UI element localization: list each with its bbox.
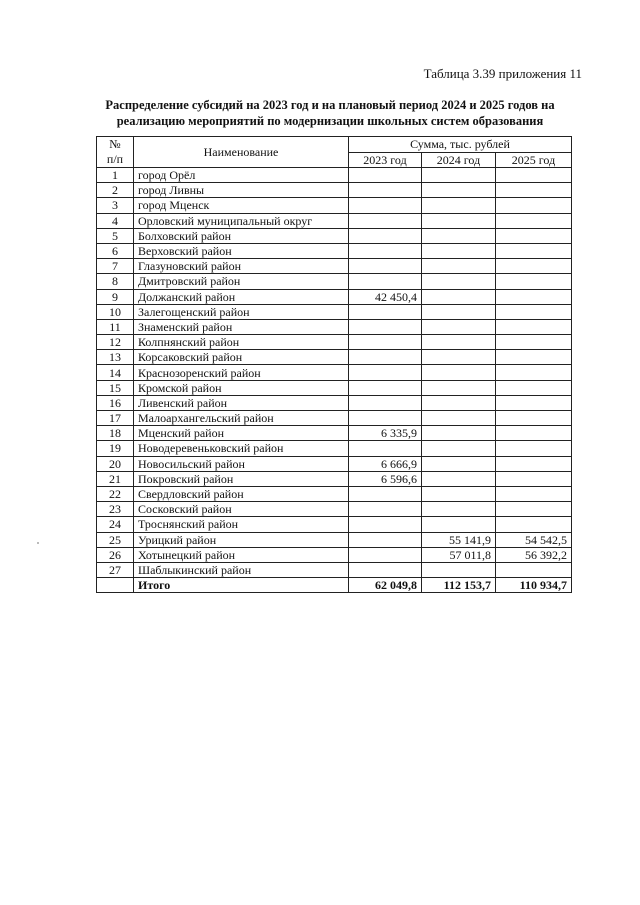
row-value-2023: 6 596,6 bbox=[349, 471, 422, 486]
total-2025: 110 934,7 bbox=[496, 578, 572, 593]
row-value-2025 bbox=[496, 456, 572, 471]
row-value-2025 bbox=[496, 319, 572, 334]
subsidy-table bbox=[96, 136, 572, 593]
row-number: 24 bbox=[97, 517, 134, 532]
row-value-2024 bbox=[422, 335, 496, 350]
row-value-2024 bbox=[422, 350, 496, 365]
row-number: 3 bbox=[97, 198, 134, 213]
row-value-2025 bbox=[496, 213, 572, 228]
row-number: 22 bbox=[97, 486, 134, 501]
row-value-2023: 6 335,9 bbox=[349, 426, 422, 441]
total-2023: 62 049,8 bbox=[349, 578, 422, 593]
row-value-2024 bbox=[422, 168, 496, 183]
row-number: 20 bbox=[97, 456, 134, 471]
table-row bbox=[97, 562, 572, 577]
header-sum: Сумма, тыс. рублей bbox=[349, 137, 572, 153]
row-value-2024 bbox=[422, 319, 496, 334]
row-value-2025 bbox=[496, 304, 572, 319]
table-row bbox=[97, 168, 572, 183]
row-value-2023 bbox=[349, 228, 422, 243]
row-value-2024 bbox=[422, 411, 496, 426]
row-number: 18 bbox=[97, 426, 134, 441]
row-value-2025 bbox=[496, 335, 572, 350]
row-number: 17 bbox=[97, 411, 134, 426]
row-number: 25 bbox=[97, 532, 134, 547]
table-row bbox=[97, 319, 572, 334]
row-value-2025 bbox=[496, 168, 572, 183]
row-value-2024 bbox=[422, 426, 496, 441]
table-row bbox=[97, 198, 572, 213]
row-number: 26 bbox=[97, 547, 134, 562]
table-row bbox=[97, 426, 572, 441]
table-row bbox=[97, 547, 572, 562]
row-number: 7 bbox=[97, 259, 134, 274]
table-row bbox=[97, 243, 572, 258]
row-value-2023 bbox=[349, 486, 422, 501]
row-value-2025 bbox=[496, 395, 572, 410]
row-value-2023 bbox=[349, 350, 422, 365]
row-number: 4 bbox=[97, 213, 134, 228]
row-number: 6 bbox=[97, 243, 134, 258]
row-name: Залегощенский район bbox=[134, 304, 349, 319]
table-row bbox=[97, 471, 572, 486]
row-value-2025 bbox=[496, 259, 572, 274]
table-row bbox=[97, 532, 572, 547]
row-number: 11 bbox=[97, 319, 134, 334]
table-row bbox=[97, 274, 572, 289]
row-value-2025 bbox=[496, 502, 572, 517]
title-line-2: реализацию мероприятий по модернизации школьных систем образования bbox=[116, 114, 544, 128]
row-value-2023 bbox=[349, 547, 422, 562]
row-value-2023 bbox=[349, 502, 422, 517]
row-value-2023 bbox=[349, 198, 422, 213]
row-number: 5 bbox=[97, 228, 134, 243]
row-value-2024 bbox=[422, 228, 496, 243]
row-value-2023 bbox=[349, 380, 422, 395]
row-value-2023 bbox=[349, 183, 422, 198]
row-number: 23 bbox=[97, 502, 134, 517]
document-title bbox=[88, 97, 572, 129]
row-value-2025: 56 392,2 bbox=[496, 547, 572, 562]
row-value-2025 bbox=[496, 441, 572, 456]
row-number: 9 bbox=[97, 289, 134, 304]
row-value-2023 bbox=[349, 243, 422, 258]
row-value-2023 bbox=[349, 532, 422, 547]
row-number: 14 bbox=[97, 365, 134, 380]
row-value-2023 bbox=[349, 365, 422, 380]
row-name: Болховский район bbox=[134, 228, 349, 243]
row-value-2024 bbox=[422, 471, 496, 486]
table-row bbox=[97, 228, 572, 243]
row-value-2023 bbox=[349, 411, 422, 426]
row-name: Корсаковский район bbox=[134, 350, 349, 365]
table-row bbox=[97, 486, 572, 501]
row-name: Малоархангельский район bbox=[134, 411, 349, 426]
row-number: 12 bbox=[97, 335, 134, 350]
header-number: № п/п bbox=[97, 137, 134, 168]
scan-speck bbox=[37, 542, 39, 544]
row-name: город Ливны bbox=[134, 183, 349, 198]
row-value-2024 bbox=[422, 304, 496, 319]
row-value-2025 bbox=[496, 289, 572, 304]
table-row bbox=[97, 411, 572, 426]
table-row bbox=[97, 183, 572, 198]
row-name: Орловский муниципальный округ bbox=[134, 213, 349, 228]
row-number: 10 bbox=[97, 304, 134, 319]
row-number: 27 bbox=[97, 562, 134, 577]
row-value-2024: 55 141,9 bbox=[422, 532, 496, 547]
table-row bbox=[97, 289, 572, 304]
row-value-2024 bbox=[422, 274, 496, 289]
row-name: Мценский район bbox=[134, 426, 349, 441]
table-body bbox=[97, 168, 572, 593]
row-number: 13 bbox=[97, 350, 134, 365]
row-value-2024 bbox=[422, 243, 496, 258]
row-value-2023 bbox=[349, 517, 422, 532]
row-value-2024 bbox=[422, 441, 496, 456]
row-value-2025 bbox=[496, 562, 572, 577]
row-value-2023 bbox=[349, 259, 422, 274]
row-value-2023: 42 450,4 bbox=[349, 289, 422, 304]
row-value-2024 bbox=[422, 259, 496, 274]
table-row bbox=[97, 380, 572, 395]
row-name: Сосковский район bbox=[134, 502, 349, 517]
row-number: 8 bbox=[97, 274, 134, 289]
table-row bbox=[97, 502, 572, 517]
table-row bbox=[97, 350, 572, 365]
header-year-2025: 2025 год bbox=[496, 152, 572, 168]
row-value-2025 bbox=[496, 228, 572, 243]
row-name: город Мценск bbox=[134, 198, 349, 213]
row-number: 15 bbox=[97, 380, 134, 395]
row-value-2023 bbox=[349, 335, 422, 350]
row-value-2023 bbox=[349, 319, 422, 334]
row-value-2023 bbox=[349, 168, 422, 183]
row-value-2025 bbox=[496, 411, 572, 426]
row-name: Знаменский район bbox=[134, 319, 349, 334]
row-name: Троснянский район bbox=[134, 517, 349, 532]
row-value-2024 bbox=[422, 562, 496, 577]
table-row bbox=[97, 365, 572, 380]
row-value-2025 bbox=[496, 198, 572, 213]
total-2024: 112 153,7 bbox=[422, 578, 496, 593]
row-name: Ливенский район bbox=[134, 395, 349, 410]
row-value-2023: 6 666,9 bbox=[349, 456, 422, 471]
row-value-2025: 54 542,5 bbox=[496, 532, 572, 547]
row-number: 21 bbox=[97, 471, 134, 486]
row-name: Новодеревеньковский район bbox=[134, 441, 349, 456]
row-value-2025 bbox=[496, 486, 572, 501]
row-name: Глазуновский район bbox=[134, 259, 349, 274]
row-value-2024 bbox=[422, 456, 496, 471]
row-value-2023 bbox=[349, 213, 422, 228]
row-value-2023 bbox=[349, 562, 422, 577]
row-value-2024 bbox=[422, 289, 496, 304]
table-row bbox=[97, 304, 572, 319]
table-row bbox=[97, 517, 572, 532]
table-row bbox=[97, 441, 572, 456]
row-number: 16 bbox=[97, 395, 134, 410]
row-name: Верховский район bbox=[134, 243, 349, 258]
row-value-2025 bbox=[496, 517, 572, 532]
row-value-2025 bbox=[496, 350, 572, 365]
row-value-2023 bbox=[349, 395, 422, 410]
row-name: Урицкий район bbox=[134, 532, 349, 547]
table-row bbox=[97, 395, 572, 410]
table-row bbox=[97, 213, 572, 228]
table-row bbox=[97, 259, 572, 274]
row-value-2024: 57 011,8 bbox=[422, 547, 496, 562]
row-name: Должанский район bbox=[134, 289, 349, 304]
row-name: Хотынецкий район bbox=[134, 547, 349, 562]
row-value-2025 bbox=[496, 183, 572, 198]
row-value-2025 bbox=[496, 471, 572, 486]
row-value-2024 bbox=[422, 395, 496, 410]
row-value-2024 bbox=[422, 365, 496, 380]
row-name: город Орёл bbox=[134, 168, 349, 183]
row-name: Покровский район bbox=[134, 471, 349, 486]
row-value-2024 bbox=[422, 198, 496, 213]
header-year-2024: 2024 год bbox=[422, 152, 496, 168]
table-row bbox=[97, 456, 572, 471]
table-row bbox=[97, 335, 572, 350]
total-label: Итого bbox=[134, 578, 349, 593]
header-year-2023: 2023 год bbox=[349, 152, 422, 168]
title-line-1: Распределение субсидий на 2023 год и на плановый период 2024 и 2025 годов на bbox=[105, 98, 555, 112]
total-row bbox=[97, 578, 572, 593]
row-value-2023 bbox=[349, 441, 422, 456]
row-value-2025 bbox=[496, 426, 572, 441]
table-caption: Таблица 3.39 приложения 11 bbox=[423, 66, 582, 81]
total-number-empty bbox=[97, 578, 134, 593]
row-value-2024 bbox=[422, 486, 496, 501]
row-value-2025 bbox=[496, 243, 572, 258]
row-value-2023 bbox=[349, 274, 422, 289]
row-name: Колпнянский район bbox=[134, 335, 349, 350]
row-value-2023 bbox=[349, 304, 422, 319]
row-value-2024 bbox=[422, 183, 496, 198]
row-name: Кромской район bbox=[134, 380, 349, 395]
header-name: Наименование bbox=[134, 137, 349, 168]
row-value-2025 bbox=[496, 380, 572, 395]
row-value-2025 bbox=[496, 365, 572, 380]
row-name: Свердловский район bbox=[134, 486, 349, 501]
row-number: 1 bbox=[97, 168, 134, 183]
row-name: Шаблыкинский район bbox=[134, 562, 349, 577]
row-value-2024 bbox=[422, 517, 496, 532]
row-name: Дмитровский район bbox=[134, 274, 349, 289]
row-value-2024 bbox=[422, 213, 496, 228]
row-number: 2 bbox=[97, 183, 134, 198]
row-name: Краснозоренский район bbox=[134, 365, 349, 380]
row-name: Новосильский район bbox=[134, 456, 349, 471]
row-number: 19 bbox=[97, 441, 134, 456]
row-value-2025 bbox=[496, 274, 572, 289]
row-value-2024 bbox=[422, 502, 496, 517]
row-value-2024 bbox=[422, 380, 496, 395]
